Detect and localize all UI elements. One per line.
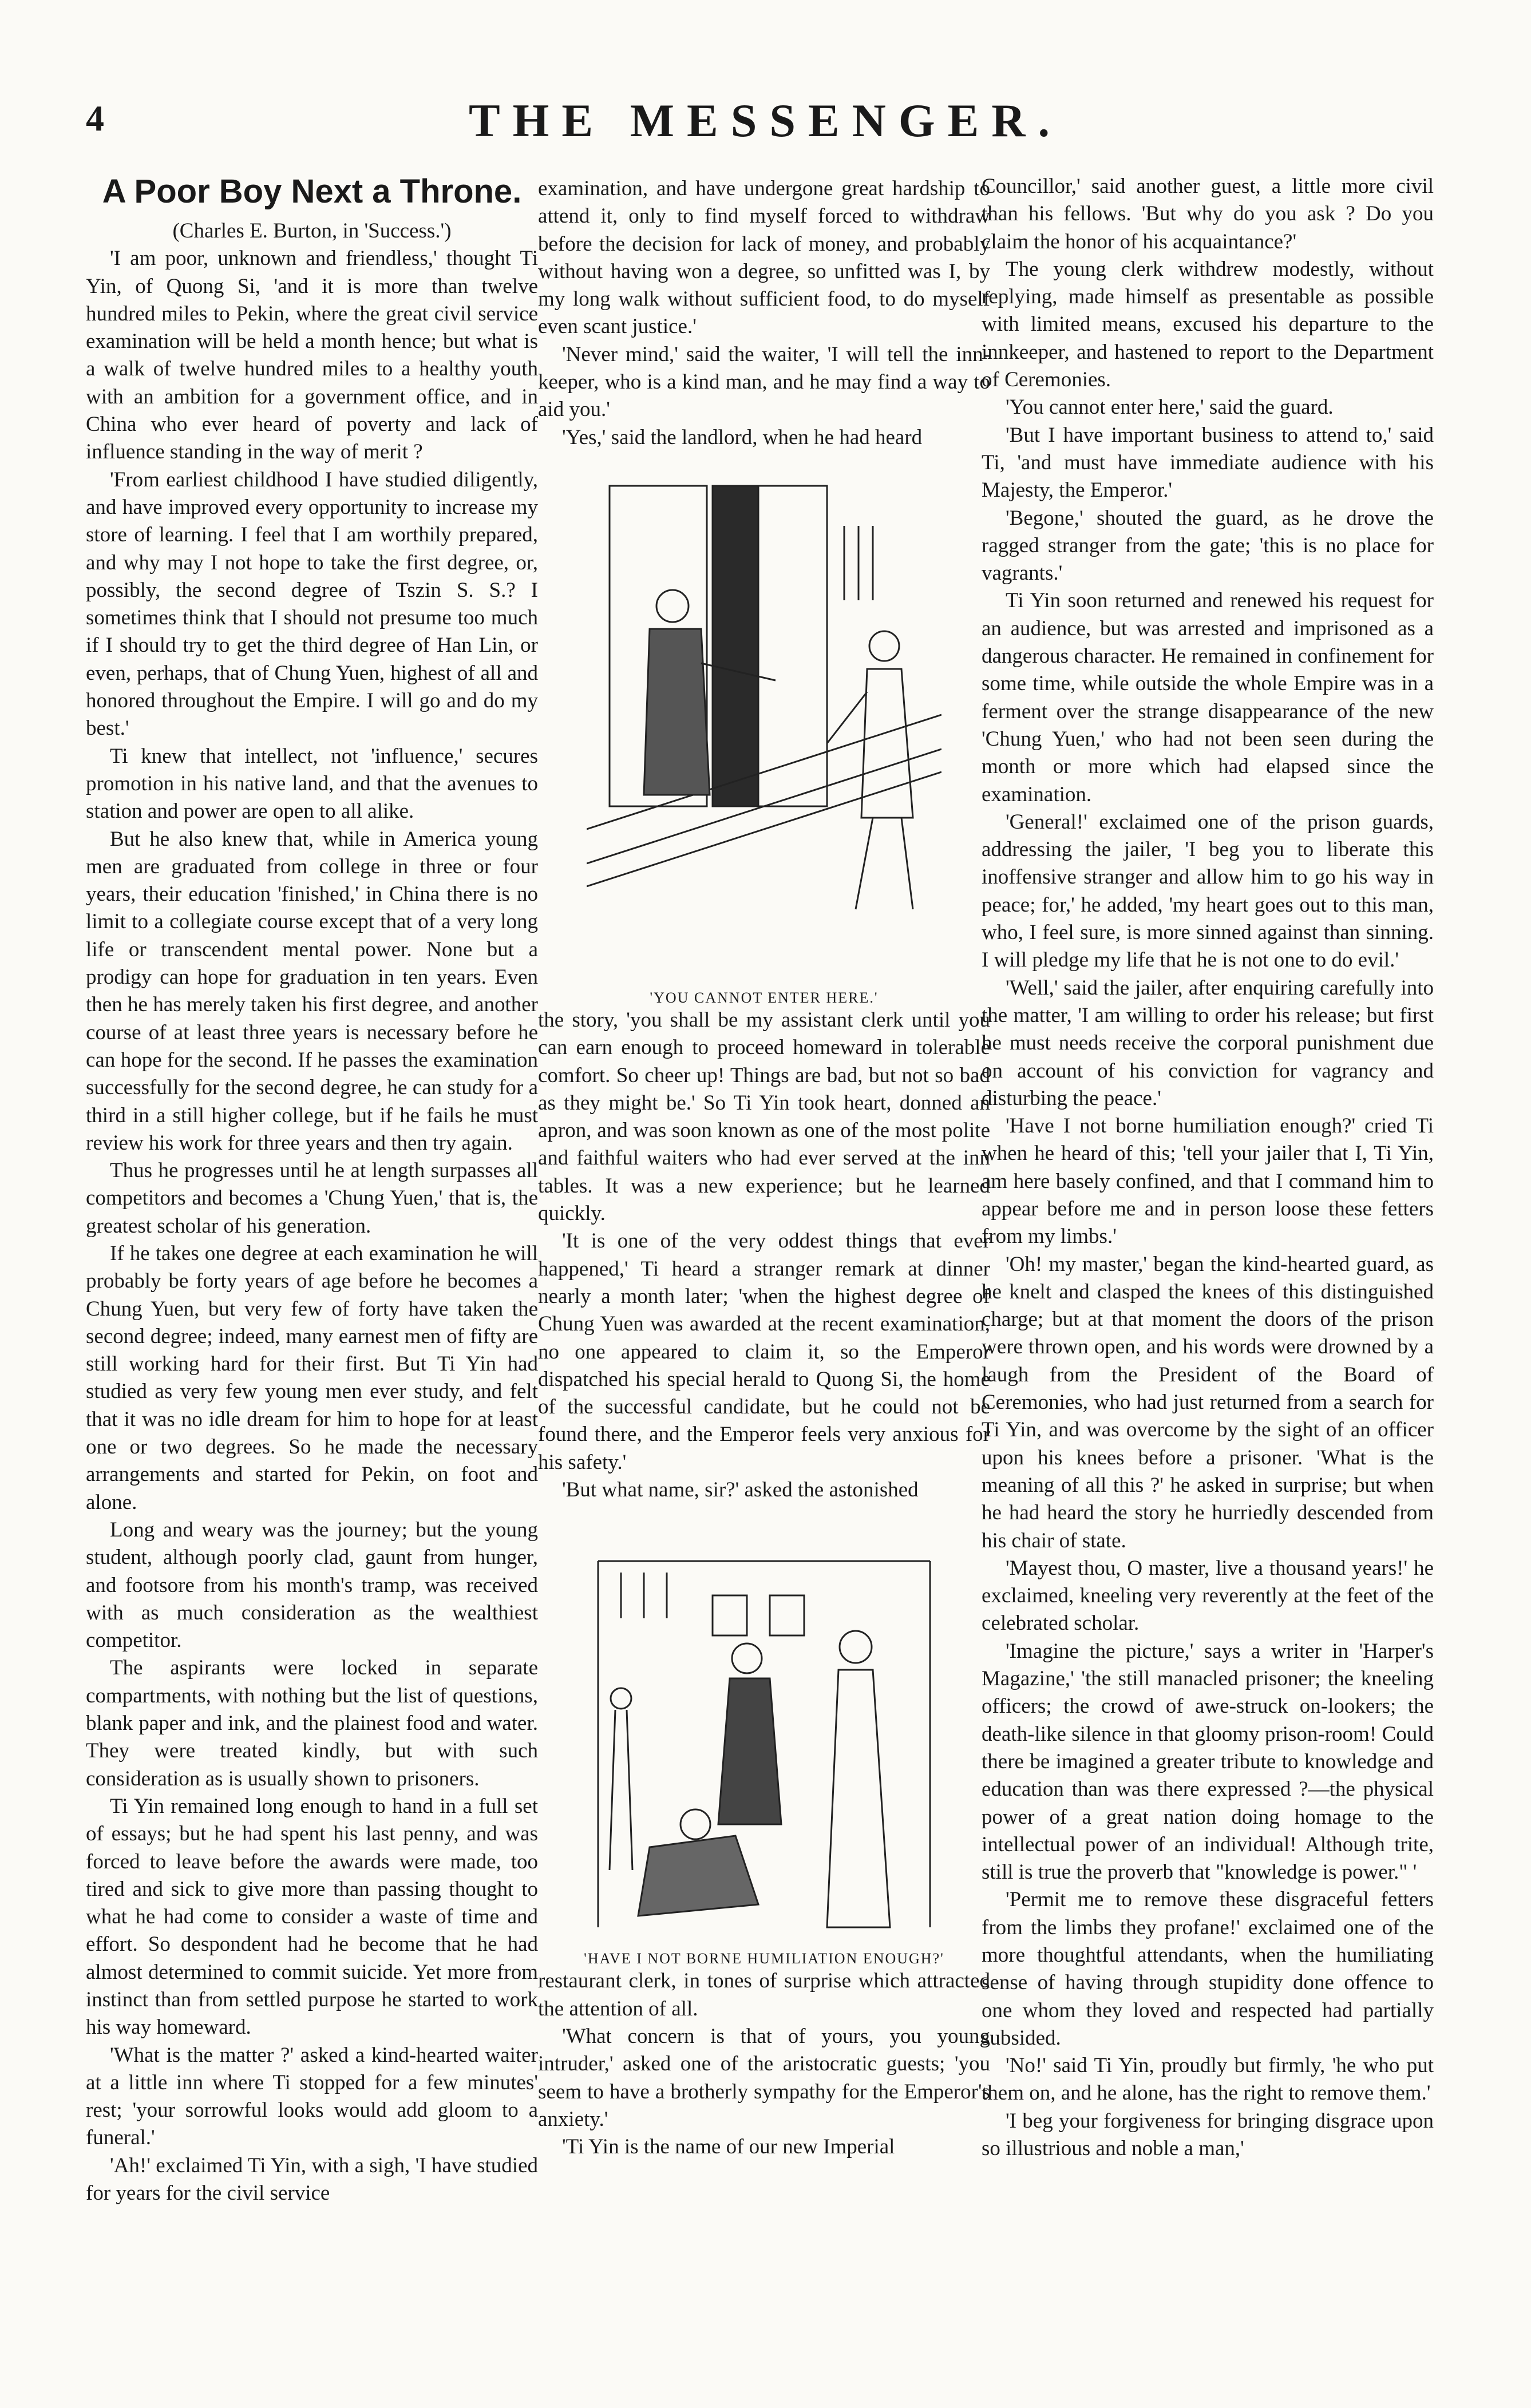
illustration-guard-at-gate [538, 474, 990, 989]
paragraph: 'But I have important business to attend to,' said Ti, 'and must have immediate audience with his Majesty, the Emperor.' [982, 423, 1434, 502]
paragraph: 'What concern is that of yours, you young intruder,' asked one of the aristocratic guests; 'you seem to have a brotherly sympathy for the Emperor's anxiety.' [538, 2024, 990, 2131]
byline: (Charles E. Burton, in 'Success.') [172, 219, 452, 243]
paragraph: 'You cannot enter here,' said the guard. [1006, 395, 1334, 419]
article-title: A Poor Boy Next a Throne. [102, 173, 522, 210]
column-1 [86, 172, 538, 2207]
illustration-caption-1: 'YOU CANNOT ENTER HERE.' [650, 989, 879, 1006]
prison-scene-drawing [587, 1527, 941, 1950]
paragraph: restaurant clerk, in tones of surprise which attracted the attention of all. [538, 1969, 990, 2021]
column-2-paragraphs-bottom [538, 1967, 990, 2161]
paragraph: 'Yes,' said the landlord, when he had heard [562, 425, 923, 449]
paragraph: examination, and have undergone great hardship to attend it, only to find myself forced to withdraw before the decision for lack of money, and probably without having won a degree, so unfitted was I, by my long walk without sufficient food, to do myself even scant justice.' [538, 177, 990, 339]
paragraph: Ti knew that intellect, not 'influence,' secures promotion in his native land, and that the avenues to station and power are open to all alike. [86, 744, 538, 823]
paragraph: 'Never mind,' said the waiter, 'I will tell the inn-keeper, who is a kind man, and he may find a way to aid you.' [538, 342, 990, 422]
paragraph: Councillor,' said another guest, a little more civil than his fellows. 'But why do you ask ? Do you claim the honor of his acquaintance?' [982, 175, 1434, 254]
paragraph: 'Oh! my master,' began the kind-hearted guard, as he knelt and clasped the knees of this distinguished charge; but at that moment the doors of the prison were thrown open, and his words were drowned by a laugh from the President of the Board of Ceremonies, who had just returned from a search for Ti Yin, and was overcome by the sight of an officer upon his knees before a prisoner. 'What is the meaning of all this ?' he asked in surprise; but when he had heard the story he hurriedly descended from his chair of state. [982, 1252, 1434, 1552]
column-2-paragraphs-top [538, 175, 990, 451]
paragraph: the story, 'you shall be my assistant clerk until you can earn enough to proceed homeward in tolerable comfort. So cheer up! Things are bad, but not so bad as they might be.' So Ti Yin took heart, donned an apron, and was soon known as one of the most polite and faithful waiters who had ever served at the inn tables. It was a new experience; but he learned quickly. [538, 1008, 990, 1226]
paragraph: 'Ti Yin is the name of our new Imperial [562, 2135, 895, 2159]
paragraph: 'Have I not borne humiliation enough?' cried Ti when he heard of this; 'tell your jailer that I, Ti Yin, am here basely confined, and that I command him to appear before me and in person loose these fetters from my limbs.' [982, 1114, 1434, 1249]
paragraph: 'No!' said Ti Yin, proudly but firmly, 'he who put them on, and he alone, has the right to remove them.' [982, 2054, 1434, 2105]
paragraph: 'It is one of the very oddest things that ever happened,' Ti heard a stranger remark at dinner nearly a month later; 'when the highest degree of Chung Yuen was awarded at the recent examination, no one appeared to claim it, so the Emperor dispatched his special herald to Quong Si, the home of the successful candidate, but he could not be found there, and the Emperor feels very anxious for his safety.' [538, 1229, 990, 1474]
column-3-paragraphs [982, 173, 1434, 2163]
paragraph: 'Permit me to remove these disgraceful fetters from the limbs they profane!' exclaimed one of the more thoughtful attendants, when the humiliating sense of having through stupidity done offence to one whom they loved and respected had partially subsided. [982, 1888, 1434, 2050]
column-3 [982, 173, 1434, 2163]
paragraph: If he takes one degree at each examination he will probably be forty years of age before he becomes a Chung Yuen, but very few of forty have taken the second degree; indeed, many earnest men of fifty are still working hard for their first. But Ti Yin had studied as very few young men ever study, and felt that it was no idle dream for him to hope for at least one or two degrees. So he made the necessary arrangements and started for Pekin, on foot and alone. [86, 1241, 538, 1514]
paragraph: The aspirants were locked in separate compartments, with nothing but the list of questions, blank paper and ink, and the plainest food and water. They were treated kindly, but with such consideration as is usually shown to prisoners. [86, 1656, 538, 1791]
illustration-kneeling-officers [538, 1527, 990, 1950]
paragraph: Ti Yin soon returned and renewed his request for an audience, but was arrested and imprisoned as a dangerous character. He remained in confinement for some time, while outside the whole Empire was in a ferment over the strange disappearance of the new 'Chung Yuen,' who had not been seen during the month or more which had elapsed since the examination. [982, 589, 1434, 806]
paragraph: 'I beg your forgiveness for bringing disgrace upon so illustrious and noble a man,' [982, 2109, 1434, 2161]
page-header [0, 94, 1531, 160]
column-1-paragraphs [86, 245, 538, 2207]
paragraph: 'Ah!' exclaimed Ti Yin, with a sigh, 'I have studied for years for the civil service [86, 2153, 538, 2205]
paragraph: 'Imagine the picture,' says a writer in 'Harper's Magazine,' 'the still manacled prisoner; the kneeling officers; the crowd of awe-struck on-lookers; the death-like silence in that gloomy prison-room! Could there be imagined a greater tribute to knowledge and education than was there expressed ?—the physical power of a great nation doing homage to the intellectual power of an individual! Although trite, still is true the proverb that "knowledge is power." ' [982, 1639, 1434, 1884]
paragraph: 'From earliest childhood I have studied diligently, and have improved every opportunity to increase my store of learning. I feel that I am worthily prepared, and why may I not hope to take the first degree, or, possibly, the second degree of Tszin S. S.? I sometimes think that I should not presume too much if I should try to get the third degree of Han Lin, or even, perhaps, that of Chung Yuen, highest of all and honored throughout the Empire. I will go and do my best.' [86, 468, 538, 740]
paragraph: 'But what name, sir?' asked the astonished [562, 1478, 919, 1502]
paragraph: 'Begone,' shouted the guard, as he drove the ragged stranger from the gate; 'this is no place for vagrants.' [982, 506, 1434, 585]
paragraph: Long and weary was the journey; but the young student, although poorly clad, gaunt from hunger, and footsore from his month's tramp, was received with as much consideration as the wealthiest competitor. [86, 1518, 538, 1653]
gate-scene-drawing [587, 474, 941, 989]
page-number: 4 [86, 98, 104, 138]
paragraph: But he also knew that, while in America young men are graduated from college in three or four years, their education 'finished,' in China there is no limit to a collegiate course except that of a very long life or transcendent mental power. None but a prodigy can hope for graduation in ten years. Even then he has merely taken his first degree, and another course of at least three years is necessary before he can hope for the second. If he passes the examination successfully for the second degree, he can study for a third in a still higher college, but if he fails he must review his work for three years and then try again. [86, 827, 538, 1155]
paragraph: Thus he progresses until he at length surpasses all competitors and becomes a 'Chung Yuen,' that is, the greatest scholar of his generation. [86, 1159, 538, 1238]
illustration-caption-2: 'HAVE I NOT BORNE HUMILIATION ENOUGH?' [584, 1950, 944, 1967]
paragraph: 'I am poor, unknown and friendless,' thought Ti Yin, of Quong Si, 'and it is more than twelve hundred miles to Pekin, where the great civil service examination will be held a month hence; but what is a walk of twelve hundred miles to a healthy youth with an ambition for a government office, and in China who ever heard of poverty and lack of influence standing in the way of merit ? [86, 247, 538, 464]
column-2-paragraphs-middle [538, 1007, 990, 1504]
paragraph: 'What is the matter ?' asked a kind-hearted waiter at a little inn where Ti stopped for a few minutes' rest; 'your sorrowful looks would add gloom to a funeral.' [86, 2043, 538, 2150]
paragraph: 'General!' exclaimed one of the prison guards, addressing the jailer, 'I beg you to liberate this inoffensive stranger and allow him to go his way in peace; for,' he added, 'my heart goes out to this man, who, I feel sure, is more sinned against than sinning. I will pledge my life that he is not one to do evil.' [982, 810, 1434, 972]
paragraph: The young clerk withdrew modestly, without replying, made himself as presentable as possible with limited means, excused his departure to the innkeeper, and hastened to report to the Department of Ceremonies. [982, 257, 1434, 392]
masthead: THE MESSENGER. [468, 94, 1063, 146]
paragraph: Ti Yin remained long enough to hand in a full set of essays; but he had spent his last penny, and was forced to leave before the awards were made, too tired and sick to give more than passing thought to what he had come to consider a waste of time and effort. So despondent had he become that he had almost determined to commit suicide. Yet more from instinct than from settled purpose he started to work his way homeward. [86, 1794, 538, 2039]
paragraph: 'Well,' said the jailer, after enquiring carefully into the matter, 'I am willing to order his release; but first he must needs receive the corporal punishment due on account of his conviction for vagrancy and disturbing the peace.' [982, 976, 1434, 1110]
column-2 [538, 175, 990, 2161]
paragraph: 'Mayest thou, O master, live a thousand years!' he exclaimed, kneeling very reverently at the feet of the celebrated scholar. [982, 1556, 1434, 1635]
